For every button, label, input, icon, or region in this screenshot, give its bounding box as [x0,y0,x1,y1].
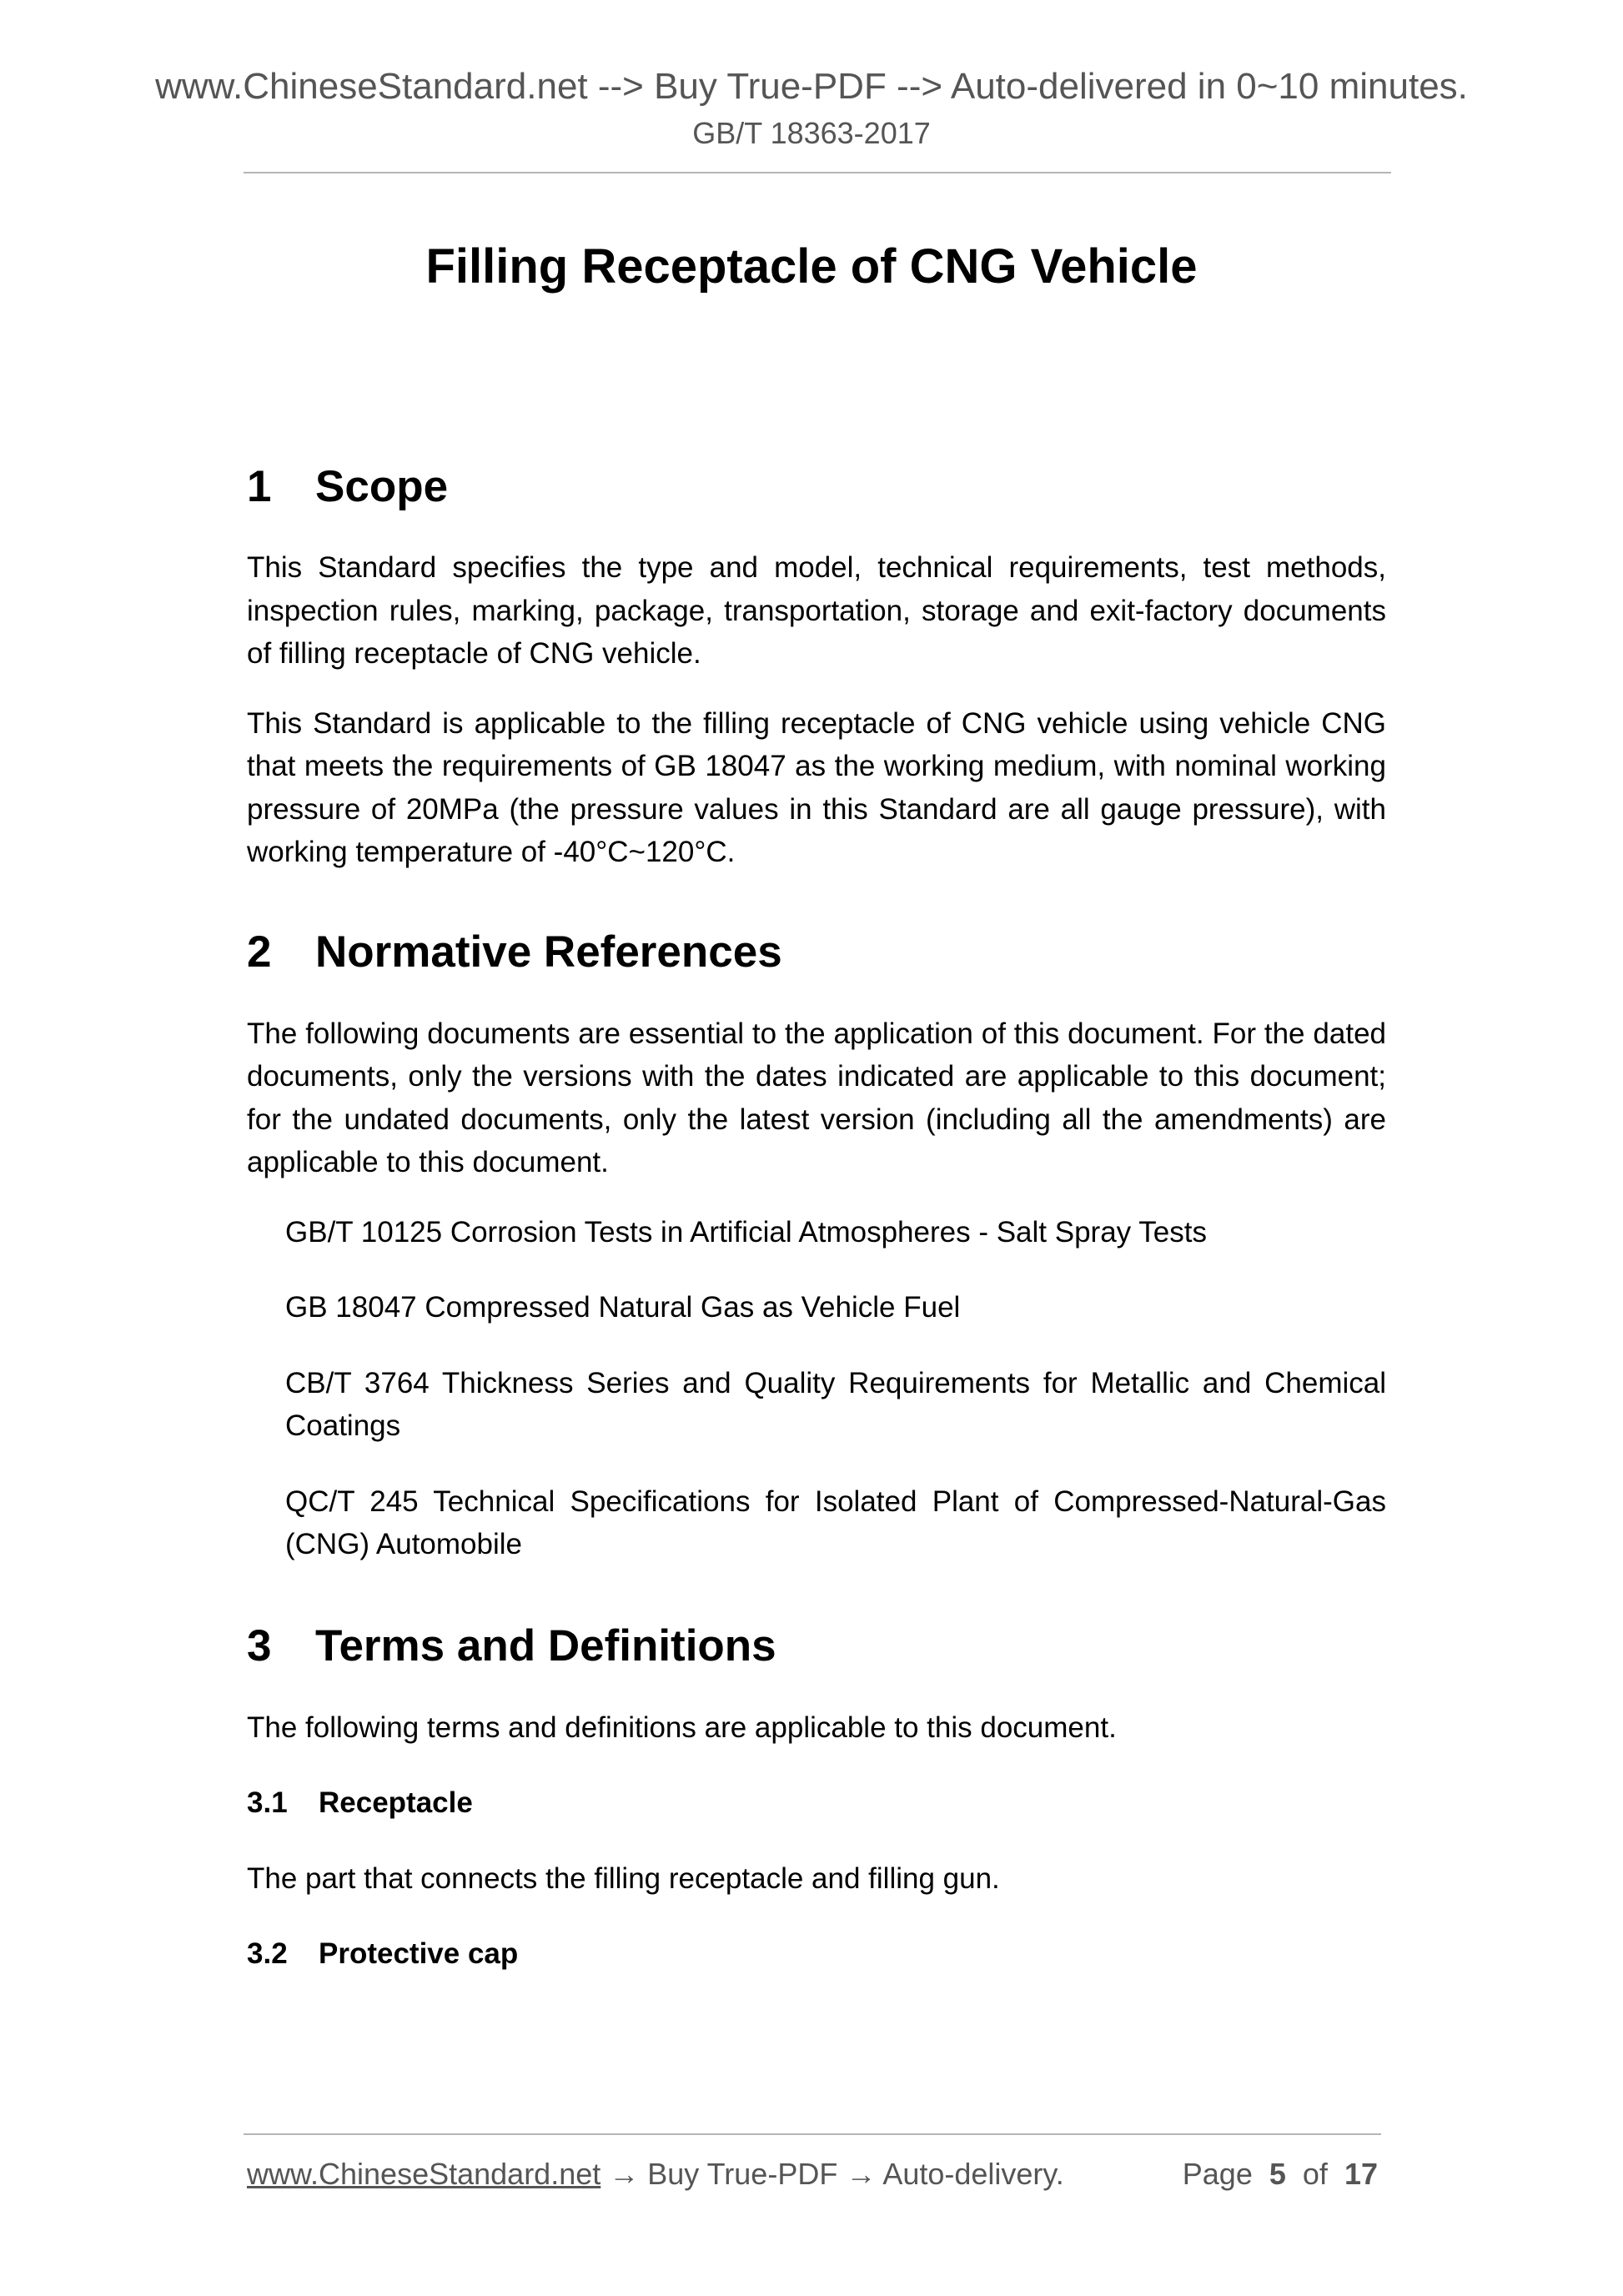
page-footer [247,2155,1378,2193]
page-indicator [1183,2155,1378,2193]
header-doc-number: GB/T 18363-2017 [692,116,931,150]
section-title: Normative References [315,927,782,977]
reference-item: GB 18047 Compressed Natural Gas as Vehicle Fuel [285,1291,961,1324]
page-total: 17 [1344,2157,1378,2191]
document-title: Filling Receptacle of CNG Vehicle [425,239,1198,294]
reference-item: GB/T 10125 Corrosion Tests in Artificial Atmospheres - Salt Spray Tests [285,1215,1207,1248]
section-heading-normative-references [247,922,1386,982]
normative-intro-paragraph: The following documents are essential to the application of this document. For the dated documents, only the versions with the dates indicated are applicable to this document; for the undated documents, only the latest version (including all the amendments) are applicable to this document. [247,1017,1386,1178]
footer-divider [244,2133,1381,2135]
document-body [247,457,1386,1976]
page-current: 5 [1269,2157,1286,2191]
section-title: Terms and Definitions [315,1620,776,1671]
terms-intro-paragraph: The following terms and definitions are applicable to this document. [247,1711,1117,1744]
section-number: 1 [247,462,272,511]
section-heading-scope [247,457,1386,517]
site-link[interactable]: www.ChineseStandard.net [247,2157,601,2191]
section-title: Scope [315,462,449,511]
section-number: 3 [247,1620,272,1671]
subsection-heading-protective-cap [247,1932,1386,1976]
receptacle-definition: The part that connects the filling receptacle and filling gun. [247,1861,1000,1895]
reference-item: CB/T 3764 Thickness Series and Quality Requirements for Metallic and Chemical Coatings [285,1366,1386,1442]
subsection-number: 3.2 [247,1937,288,1970]
subsection-title: Receptacle [319,1786,473,1819]
scope-paragraph-2: This Standard is applicable to the filling receptacle of CNG vehicle using vehicle CNG that meets the requirements of GB 18047 as the working medium, with nominal working pressure of 20MPa (the pressure values in this Standard are all gauge pressure), with working temperature of -40°C~120°C. [247,706,1386,868]
reference-list [247,1211,1386,1566]
page-label: Page [1182,2157,1253,2191]
subsection-heading-receptacle [247,1781,1386,1825]
reference-item: QC/T 245 Technical Specifications for Isolated Plant of Compressed-Natural-Gas (CNG) Automobile [285,1485,1386,1560]
footer-tagline: → Buy True-PDF → Auto-delivery. [600,2157,1064,2191]
page-of-label: of [1302,2157,1328,2191]
footer-left [247,2155,1064,2193]
section-number: 2 [247,927,272,977]
scope-paragraph-1: This Standard specifies the type and model, technical requirements, test methods, inspection rules, marking, package, transportation, storage and exit-factory documents of filling receptacle of CNG vehicle. [247,551,1386,670]
subsection-title: Protective cap [319,1937,519,1970]
section-heading-terms-definitions [247,1616,1386,1676]
header-banner: www.ChineseStandard.net --> Buy True-PDF --> Auto-delivered in 0~10 minutes. [155,66,1468,107]
header-divider [244,172,1391,173]
subsection-number: 3.1 [247,1786,288,1819]
